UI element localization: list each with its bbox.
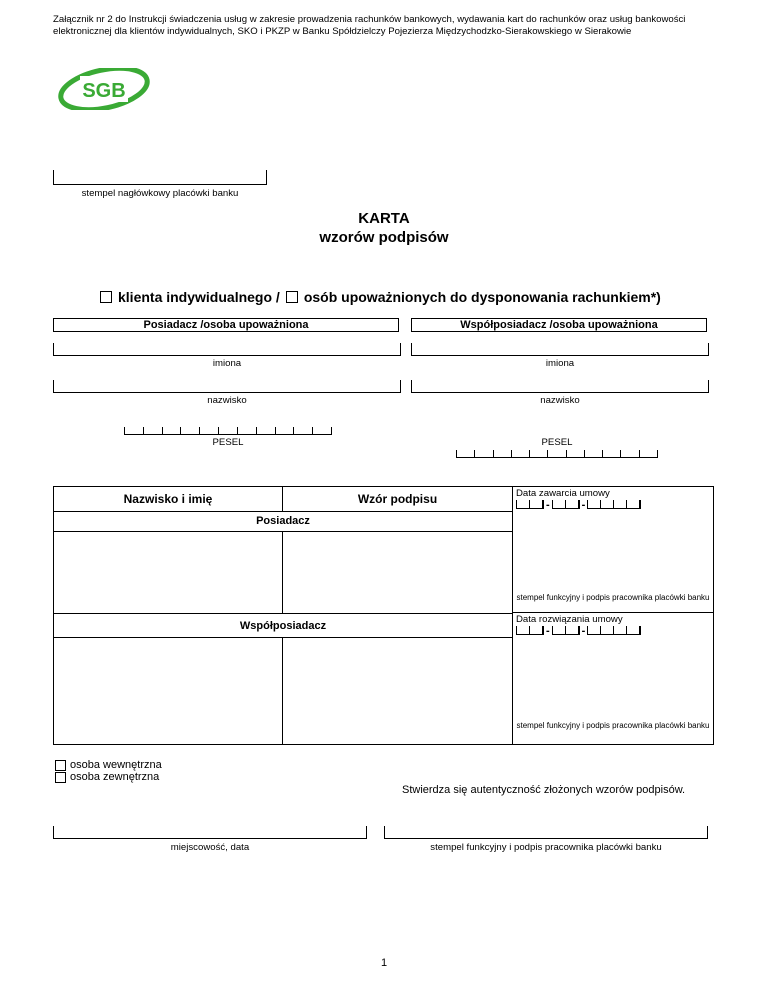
external-person-label: osoba zewnętrzna bbox=[70, 771, 160, 783]
coholder-name-cell[interactable] bbox=[53, 637, 283, 745]
coholder-surname-field[interactable] bbox=[411, 380, 709, 393]
internal-person-option bbox=[55, 759, 162, 771]
confirmation-statement: Stwierdza się autentyczność złożonych wzorów podpisów. bbox=[402, 784, 686, 796]
coholder-first-names-caption: imiona bbox=[545, 358, 575, 369]
external-person-option bbox=[55, 771, 159, 783]
sgb-logo bbox=[58, 68, 150, 110]
close-stamp-caption: stempel funkcyjny i podpis pracownika placówki banku bbox=[516, 721, 710, 730]
bank-stamp-caption: stempel nagłówkowy placówki banku bbox=[81, 188, 239, 199]
date-close-field[interactable]: - - bbox=[516, 625, 641, 635]
external-person-checkbox[interactable] bbox=[55, 772, 66, 783]
place-date-caption: miejscowość, data bbox=[170, 842, 250, 853]
open-stamp-caption: stempel funkcyjny i podpis pracownika placówki banku bbox=[516, 593, 710, 602]
date-open-label: Data zawarcia umowy bbox=[516, 488, 610, 499]
internal-person-checkbox[interactable] bbox=[55, 760, 66, 771]
page-subtitle: wzorów podpisów bbox=[319, 229, 449, 246]
date-open-field[interactable]: - - bbox=[516, 499, 641, 509]
holder-row-label: Posiadacz bbox=[256, 515, 310, 527]
holder-surname-field[interactable] bbox=[53, 380, 401, 393]
holder-first-names-caption: imiona bbox=[212, 358, 242, 369]
stamp-signature-field[interactable] bbox=[384, 826, 708, 839]
holder-name-cell[interactable] bbox=[53, 531, 283, 614]
coholder-signature-cell[interactable] bbox=[282, 637, 513, 745]
place-date-field[interactable] bbox=[53, 826, 367, 839]
stamp-signature-caption: stempel funkcyjny i podpis pracownika placówki banku bbox=[430, 842, 662, 853]
holder-pesel-caption: PESEL bbox=[212, 437, 244, 448]
individual-client-label: klienta indywidualnego / bbox=[118, 289, 280, 305]
holder-surname-caption: nazwisko bbox=[207, 395, 247, 406]
authorized-persons-label: osób upoważnionych do dysponowania rachunkiem*) bbox=[303, 289, 661, 305]
date-close-label: Data rozwiązania umowy bbox=[516, 614, 623, 625]
account-type-selector bbox=[100, 289, 661, 305]
authorized-persons-checkbox[interactable] bbox=[286, 291, 298, 303]
holder-pesel-field[interactable] bbox=[124, 427, 332, 435]
bank-stamp-field[interactable] bbox=[53, 170, 267, 185]
page-number: 1 bbox=[380, 957, 388, 969]
logo-text: SGB bbox=[82, 80, 126, 102]
coholder-pesel-caption: PESEL bbox=[541, 437, 573, 448]
coholder-header: Współposiadacz /osoba upoważniona bbox=[411, 318, 707, 332]
coholder-first-names-field[interactable] bbox=[411, 343, 709, 356]
holder-header: Posiadacz /osoba upoważniona bbox=[53, 318, 399, 332]
coholder-pesel-field[interactable] bbox=[456, 450, 658, 458]
name-column-label: Nazwisko i imię bbox=[123, 492, 213, 506]
holder-signature-cell[interactable] bbox=[282, 531, 513, 614]
coholder-surname-caption: nazwisko bbox=[540, 395, 580, 406]
header-note: Załącznik nr 2 do Instrukcji świadczenia usług w zakresie prowadzenia rachunków bankowych, wydawania kart do rachunków oraz usług bankowości elektronicznej dla klientów indywidualnych, SKO i PKZP w Banku Spółdzielczy Pojezierza Międzychodzko-Sierakowskiego w Sierakowie bbox=[53, 14, 686, 37]
signature-column-label: Wzór podpisu bbox=[357, 492, 438, 506]
internal-person-label: osoba wewnętrzna bbox=[70, 759, 162, 771]
holder-first-names-field[interactable] bbox=[53, 343, 401, 356]
coholder-row-label: Współposiadacz bbox=[239, 620, 327, 632]
individual-client-checkbox[interactable] bbox=[100, 291, 112, 303]
page-title: KARTA bbox=[358, 210, 410, 227]
